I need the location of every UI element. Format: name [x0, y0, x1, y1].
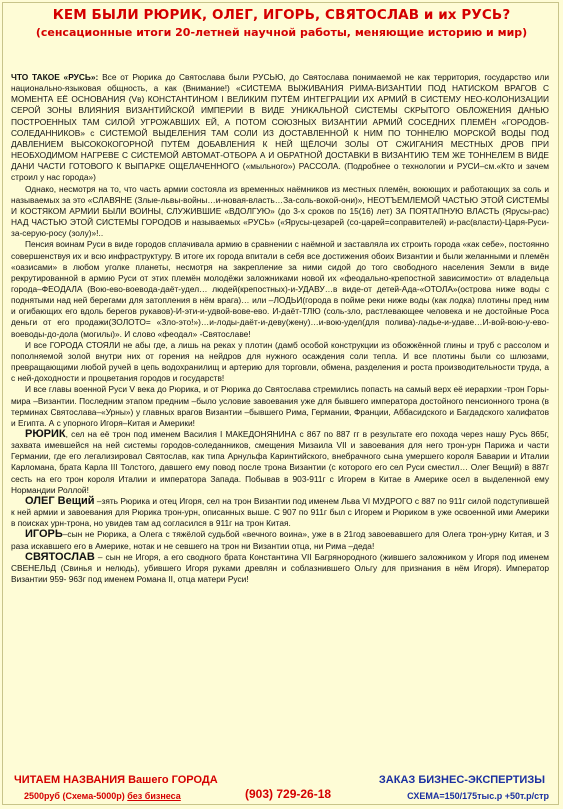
footer-scheme-price: (Схема-5000р) — [62, 791, 125, 801]
article-paragraph — [11, 552, 549, 585]
article-paragraph — [11, 239, 549, 339]
paragraph-text: – сын не Игоря, а его сводного брата Константина VII Багрянородного (жившего заложником у Игоря под именем СВЕНЕЛЬД (Свинья и нелюдь), убившего Игоря руками древлян и соблазнившего Ольгу для признания в нём Игоря). Император Византии 959- 963г под именем Романа II, отца матери Руси! — [11, 551, 549, 585]
page-subtitle: (сенсационные итоги 20-летней научной работы, меняющие историю и мир) — [35, 26, 528, 39]
article-paragraph — [11, 340, 549, 385]
footer-price: 2500руб — [24, 791, 60, 801]
footer-scheme-pricing: СХЕМА=150/175тыс.р +50т.р/стр — [407, 791, 549, 801]
paragraph-text: , сел на её трон под именем Василия I МАКЕДОНЯНИНА с 867 по 887 гг в результате его похода через нашу Русь 865г, захвата имевшейся на ней системы городов-соледанников, смещения Мизаила VII и завоевания для него трон-урн Парижа и части Германии, где его легализировал Святослав, как типа Арнульфа Каринтийского, внебрачного сына умершего короля Баварии и Италии Карломана, брата Карла III Толстого, давшего ему повод после трона Византии (с которого его сел Руси сместил… Олег Вещий) в 887г сесть на его трон короля Италии и императора Запада. Побывав в 903-911г с Игорем в Китае в Америке осел в выделенной ему Нормандии Роллой! — [11, 429, 549, 495]
paragraph-text: –зять Рюрика и отец Игоря, сел на трон Византии под именем Льва VI МУДРОГО с 887 по 911г силой подступившей к ней армии и завоевания для Рюрика трон-урн, описанных выше. С 907 по 911г был с Игорем и Рюриком в уже освоенной ими Америки в поисках урн-трона, но увидев там ад согласился в 911г на трон Китая. — [11, 495, 549, 529]
paragraph-text: Пенсия воинам Руси в виде городов сплачивала армию в сравнении с наёмной и заставляла их строить города «как себе», постоянно совершенствуя их и всю инфраструктуру. В итоге их города впитали в себя все достижения обоих Византии и были желанными и племён «оазисами» в любом уголке планеты, несмотря на закрепление за ними сидой до того свободного населения Земли в виде рекрутированной в армию Руси от этих племён молодёжи заложниками новой их «феодально-крепостной зависимости» от владельца города–ФЕОДАЛА (Вою-ево-воевода-даёт-удел… людей(крепостных)-и-УДАВУ…в виде-от детей-Ада-«ОТОЛА»(острова ниже воды с поднятыми над ней берегами для затопления в нём врага)… или –ЛОДЬИ(города в пойме реки ниже воды (как лодка) плотины пред ним и огибающих его вдоль берегов рукавов)-И-эти-и-удвой-вове-ево. И-даёт-ТЛЮ (соль-зло, растлевающее человека и не достойные Роса деньги от его продажи(ЗОЛОТО= «Зло-это!»)…и-лоды-даёт-и-деву(жену)…и-вою-удел(для полива)-ладье-и-удаве…И-вой-вою-у-ево-воеводы-до-дола (могилы)». И слово «феодал» -Святославе! — [11, 239, 549, 339]
article-paragraph — [11, 384, 549, 429]
article-paragraph — [11, 429, 549, 496]
page-title: КЕМ БЫЛИ РЮРИК, ОЛЕГ, ИГОРЬ, СВЯТОСЛАВ и их РУСЬ? — [52, 7, 511, 23]
paragraph-text: Однако, несмотря на то, что часть армии состояла из временных наёмников из местных племён, воюющих и работающих за соль и называемых за это «СЛАВЯНЕ (Злые-львы-войны…и-новая-власть…За-соль-вокой-они)», НЕОТЪЕМЛЕМОЙ ЧАСТЬЮ ЭТОЙ СИСТЕМЫ И КОСТЯКОМ АРМИИ БЫЛИ ВОИНЫ, СЛУЖИВШИЕ «ВДОЛГУЮ» (до 3-х сроков по 15(16) лет) ЗА ПОЯТАПНУЮ ВЛАСТЬ (Ярусы-рас) НАД ЧАСТЬЮ ЭТОЙ СИСТЕМЫ ГОРОДОВ и называемых «РУСЬ» («Ярусы-цезарей (со-царей=соправителей) и-рас(власти)-Царя-Руси-за-серую-росу (золу)»!.. — [11, 183, 549, 239]
footer-business-expertise-offer[interactable]: ЗАКАЗ БИЗНЕС-ЭКСПЕРТИЗЫ — [378, 774, 545, 786]
article-paragraph — [11, 72, 549, 184]
paragraph-text: Все от Рюрика до Святослава были РУСЬЮ, до Святослава понимаемой не как территория, государство или национально-языковая общность, а как (Внимание!) «СИСТЕМА ВЫЖИВАНИЯ РИМА-ВИЗАНТИИ ПОД НАТИСКОМ ВРАГОВ С МОМЕНТА ЕЁ ОСНОВАНИЯ (Vв) КОНСТАНТИНОМ I ВЕЛИКИМ ПУТЁМ ИНТЕГРАЦИИ ИХ АРМИЙ В СИСТЕМУ НЕО-КОЛОНИЗАЦИИ СЕРОЙ ЗОНЫ ВЛИЯНИЯ ВИЗАНТИЙСКОЙ ИМПЕРИИ В ВИДЕ УНИКАЛЬНОЙ СИСТЕМЫ СКРЫТОГО ОБЛОЖЕНИЯ ДАНЬЮ ПОСТРОЕННЫХ ТАМ СИЛОЙ УГРОЖАВШИХ ЕЙ, А ПОТОМ СОЮЗНЫХ ВИЗАНТИИ АРМИЙ СОСЕДНИХ ПЛЕМЁН «ГОРОДОВ-СОЛЕДАННИКОВ» с СИСТЕМОЙ ВЫДЕЛЕНИЯ ТАМ СОЛИ ИЗ ДОСТАВЛЕННОЙ К НИМ ПО ТОННЕЛЮ МОРСКОЙ ВОДЫ ПОД ДАВЛЕНИЕМ ВЫСОКОКОГОРНОЙ ПУТЁМ ДОБАВЛЕНИЯ К НЕЙ ЩЁЛОЧИ ЗОЛЫ ОТ СЖИГАНИЯ МЕСТНЫХ ДРОВ ПРИ НЕОБХОДИМОМ НАГРЕВЕ С СИСТЕМОЙ АВТОМАТ-ОТБОРА А И ОБРАТНОЙ ДОСТАВКИ В ВИЗАНТИЮ ТЕМ ЖЕ ТОННЕЛЕМ В ВИДЕ ДАНИ ЧАСТИ ГОТОВОГО К ВЫПАРКЕ ОЩЕЛАЧЕННОГО («мыльного») РАССОЛА. (Подробнее о технологии и РУСИ–см.«Кто и зачем строил у нас города») — [11, 72, 549, 183]
article-paragraph — [11, 184, 549, 240]
paragraph-text: –сын не Рюрика, а Олега с тяжёлой судьбой «вечного воина», уже в в 21год завоевавшего для Олега трон-урну Китая, и 3 раза искавшего его в Америке, нотак и не севшего на трон ни Византии отца, ни Рима –деда! — [11, 529, 549, 551]
article-body — [11, 72, 549, 722]
paragraph-lead: ИГОРЬ — [25, 528, 63, 541]
paragraph-lead: ЧТО ТАКОЕ «РУСЬ»: — [11, 72, 99, 82]
footer-phone-number[interactable]: (903) 729-26-18 — [245, 787, 332, 801]
article-paragraph — [11, 496, 549, 529]
footer-city-names-offer[interactable]: ЧИТАЕМ НАЗВАНИЯ Вашего ГОРОДА — [14, 774, 218, 786]
article-paragraph — [11, 529, 549, 551]
paragraph-lead: СВЯТОСЛАВ — [25, 550, 95, 563]
paragraph-text: И все ГОРОДА СТОЯЛИ не абы где, а лишь на реках у плотин (дамб особой конструкции из обожжённой глины и труб с рассолом и пополняемой золой внутри них от горения на нейдров для нужного осаждения соли тепла. И все плотины были со шлюзами, превращающими любой ручей в цепь водохранилищ и артерию для торговли, обмена, разделения и роста производительности труда, а с ней-доходности и процветания городов и государств! — [11, 339, 549, 384]
paragraph-lead: ОЛЕГ Вещий — [25, 494, 95, 507]
footer-no-business: без бизнеса — [127, 791, 181, 801]
paragraph-lead: РЮРИК — [25, 428, 66, 440]
footer-price-line — [24, 791, 181, 801]
paragraph-text: И все главы военной Руси V века до Рюрика, и от Рюрика до Святослава стремились попасть на самый верх её иерархии -трон Горы-мира –Византии. Последним этапом предним –было условие завоевания уже для бывшего императора достойного пенсионного трона (в терминах Святослава–«Урны») у главных врагов Византии –бывшего Рима, Германии, Франции, Аббасидского и Багдадского халифатов и Египта. А с упорного Игоря–Китая и Америки! — [11, 384, 549, 428]
